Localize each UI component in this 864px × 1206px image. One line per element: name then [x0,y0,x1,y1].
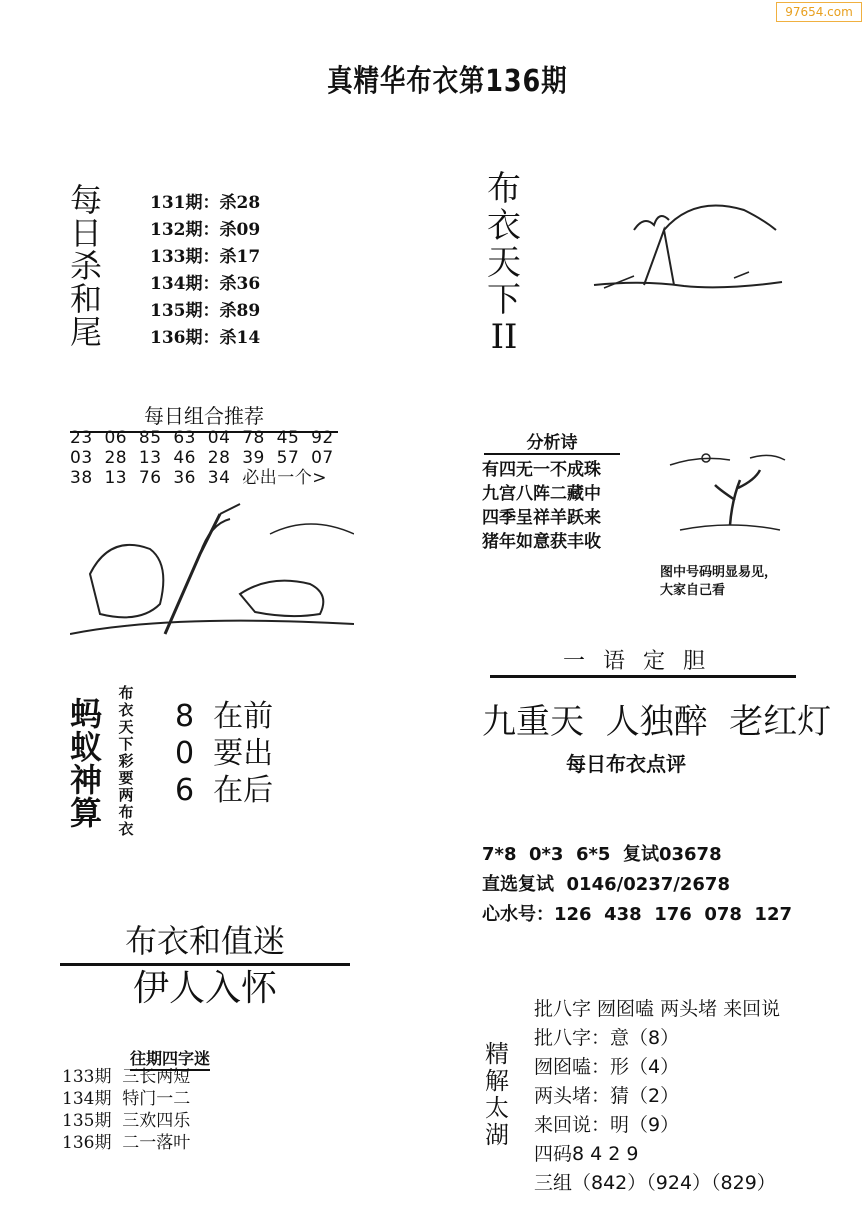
four-char-item: 136期 二一落叶 [62,1133,191,1153]
small-char: 下 [118,735,134,753]
kill-list [150,190,260,352]
small-char: 两 [118,786,134,804]
heading-char: 杀 [69,247,102,285]
heading-char: II [490,317,518,357]
daily-kill-heading [66,181,106,351]
heading-char: 衣 [487,206,521,246]
kill-item: 133期：杀17 [150,247,261,267]
kill-item: 131期：杀28 [150,193,261,213]
watermark: 97654.com [776,2,862,22]
kill-item: 135期：杀89 [150,301,261,321]
small-char: 彩 [118,752,134,770]
combo-row: 03 28 13 46 28 39 57 07 [70,448,334,468]
poem-line: 有四无一不成珠 [482,460,601,480]
small-char: 衣 [118,820,134,838]
page-title: 真精华布衣第136期 [327,64,568,99]
small-char: 要 [118,769,134,787]
combo-row: 38 13 76 36 34 必出一个> [70,468,327,488]
small-char: 天 [118,718,134,736]
poem-title: 分析诗 [484,428,620,455]
buyi-tianxia-heading [484,169,524,357]
poem-line: 猪年如意获丰收 [482,532,601,552]
one-word-title: 一语定胆 [490,644,796,678]
heading-char: 精 [485,1040,509,1068]
heading-char: 天 [487,243,521,283]
small-char: 布 [118,803,134,821]
poem-lines [482,458,601,554]
poem-line: 九宫八阵二藏中 [482,484,601,504]
one-word-phrase: 九重天 人独醉 老红灯 [482,702,832,742]
plant-sketch-illustration [660,440,790,536]
taihu-line: 批八字 囫囵嗑 两头堵 来回说 [534,998,781,1020]
poem-note [660,564,777,600]
taihu-line: 两头堵：猜（2） [534,1085,680,1107]
heading-char: 每 [69,181,102,219]
taihu-line: 批八字：意（8） [534,1027,680,1049]
ant-rows [175,698,273,809]
note-line: 大家自己看 [660,583,726,598]
combo-row: 23 06 85 63 04 78 45 92 [70,428,334,448]
taihu-line: 囫囵嗑：形（4） [534,1056,680,1078]
rec-line: 心水号：126 438 176 078 127 [482,904,792,925]
four-char-item: 133期 三长两短 [62,1067,191,1087]
four-char-item: 135期 三欢四乐 [62,1111,191,1131]
heading-char: 下 [487,280,521,320]
kill-item: 132期：杀09 [150,220,261,240]
ant-row: 0 要出 [175,736,274,771]
note-line: 图中号码明显易见， [660,565,778,580]
tree-sketch-illustration [584,190,784,300]
heading-char: 蚁 [69,728,102,766]
four-char-title: 往期四字迷 [130,1046,210,1071]
recommendation-lines [482,840,792,930]
heading-char: 湖 [485,1121,509,1149]
taihu-line: 来回说：明（9） [534,1114,680,1136]
kill-item: 134期：杀36 [150,274,261,294]
heading-char: 和 [69,280,102,318]
tiger-sketch-illustration [70,494,354,644]
heading-char: 蚂 [69,695,102,733]
poem-line: 四季呈祥羊跃来 [482,508,601,528]
clothes-value-title: 布衣和值迷 [60,916,350,966]
ant-heading [66,695,106,832]
small-char: 衣 [118,701,134,719]
ant-row: 6 在后 [175,773,274,808]
combo-numbers [70,428,334,488]
heading-char: 日 [69,214,102,252]
small-char: 布 [118,684,134,702]
ant-row: 8 在前 [175,699,274,734]
heading-char: 算 [69,794,102,832]
heading-char: 太 [485,1094,509,1122]
four-char-item: 134期 特门一二 [62,1089,191,1109]
ant-small-text [116,686,136,839]
combo-title: 每日组合推荐 [70,400,338,433]
taihu-lines [534,995,780,1198]
clothes-value-subtitle: 伊人入怀 [132,968,277,1009]
heading-char: 布 [487,169,521,209]
kill-item: 136期：杀14 [150,328,261,348]
rec-line: 直选复试 0146/0237/2678 [482,874,730,895]
taihu-line: 四码8 4 2 9 [534,1143,639,1165]
taihu-heading [482,1042,512,1150]
taihu-line: 三组（842）（924）（829） [534,1172,776,1194]
four-char-list [62,1066,190,1154]
heading-char: 解 [485,1067,509,1095]
rec-line: 7*8 0*3 6*5 复试03678 [482,844,722,865]
review-title: 每日布衣点评 [566,752,686,776]
heading-char: 尾 [69,313,102,351]
heading-char: 神 [69,761,102,799]
